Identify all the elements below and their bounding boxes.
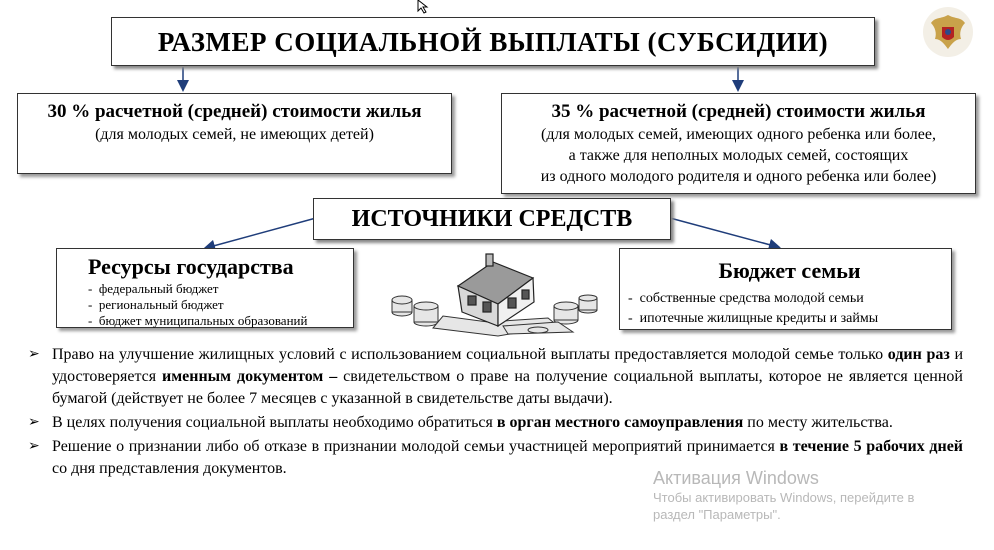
state-resources-header: Ресурсы государства: [88, 254, 294, 279]
family-budget-header: Бюджет семьи: [718, 258, 861, 283]
subsidy-30-note: (для молодых семей, не имеющих детей): [95, 126, 374, 143]
subsidy-30-box: [17, 93, 452, 174]
watermark-line: Активация Windows: [653, 468, 819, 488]
state-resources-list: [88, 281, 353, 329]
list-item: - собственные средства молодой семьи: [628, 291, 864, 306]
arrow-to-state-box: [206, 218, 316, 248]
arrow-to-family-box: [670, 218, 778, 247]
state-resources-box: [56, 248, 354, 328]
list-item: - федеральный бюджет: [88, 281, 219, 296]
bullet-item: ➢ Право на улучшение жилищных условий с использованием социальной выплаты предоставляется молодой семье только один раз и удостоверяется именным документом – свидетельством о праве на получение социальной выплаты, которое не является ценной бумагой (действует не более 7 месяцев с указанной в свидетельстве даты выдачи).: [28, 346, 964, 407]
list-item: - региональный бюджет: [88, 297, 224, 312]
page-title: РАЗМЕР СОЦИАЛЬНОЙ ВЫПЛАТЫ (СУБСИДИИ): [157, 27, 829, 57]
arrow-bullet-icon: ➢: [28, 439, 40, 454]
family-budget-box: [619, 248, 952, 330]
house-money-illustration: [388, 248, 603, 343]
subsidy-35-note-line: из одного молодого родителя и одного ребенка или более): [540, 168, 937, 185]
subsidy-35-box: [501, 93, 976, 194]
list-item: - ипотечные жилищные кредиты и займы: [628, 311, 879, 326]
watermark-line: раздел "Параметры".: [653, 507, 781, 522]
arrow-bullet-icon: ➢: [28, 415, 40, 430]
list-item: - бюджет муниципальных образований: [88, 313, 308, 328]
watermark-line: Чтобы активировать Windows, перейдите в: [653, 490, 915, 505]
subsidy-35-note-line: а также для неполных молодых семей, состоящих: [568, 147, 909, 164]
sources-title-box: [313, 198, 671, 240]
bullet-item: ➢ Решение о признании либо об отказе в признании молодой семьи участницей мероприятий принимается в течение 5 рабочих дней со дня представления документов.: [28, 438, 964, 477]
family-budget-list: [628, 289, 951, 329]
bullet-list: [28, 344, 963, 482]
arrow-bullet-icon: ➢: [28, 347, 40, 362]
coat-of-arms-icon: [921, 5, 975, 64]
subsidy-35-note-line: (для молодых семей, имеющих одного ребенка или более,: [541, 126, 936, 143]
bullet-item: ➢ В целях получения социальной выплаты необходимо обратиться в орган местного самоуправления по месту жительства.: [28, 412, 963, 434]
main-title-box: [111, 17, 875, 66]
subsidy-35-percent: 35 % расчетной (средней) стоимости жилья: [551, 101, 926, 122]
windows-activation-watermark: [653, 467, 914, 523]
sources-title: ИСТОЧНИКИ СРЕДСТВ: [351, 206, 633, 232]
subsidy-30-percent: 30 % расчетной (средней) стоимости жилья: [47, 101, 422, 122]
